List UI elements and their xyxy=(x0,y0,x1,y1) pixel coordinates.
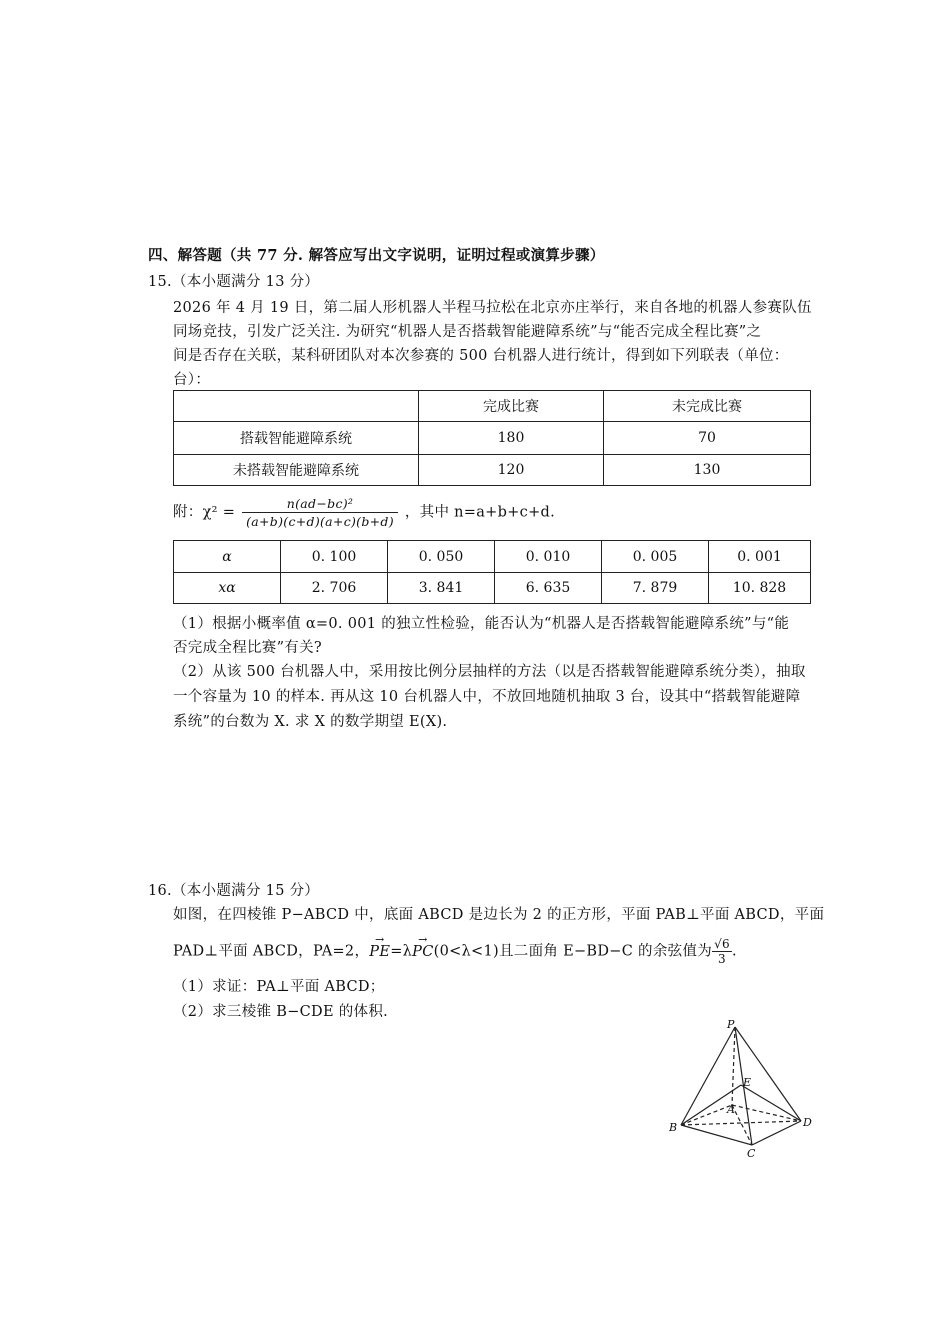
q16-line-1: 如图，在四棱锥 P−ABCD 中，底面 ABCD 是边长为 2 的正方形，平面 PAB⊥平面 ABCD，平面 xyxy=(173,907,825,923)
cosine-fraction xyxy=(712,937,732,966)
contingency-row xyxy=(174,422,811,455)
edge-ed xyxy=(741,1085,801,1121)
contingency-cell: 130 xyxy=(604,455,811,486)
contingency-row xyxy=(174,455,811,486)
q15-part-2-line-2: 一个容量为 10 的样本. 再从这 10 台机器人中，不放回地随机抽取 3 台，设其中“搭载智能避障 xyxy=(173,689,801,705)
contingency-cell: 120 xyxy=(419,455,604,486)
lambda-text: =λ xyxy=(390,943,413,960)
contingency-table xyxy=(173,390,811,486)
q16-line-2 xyxy=(173,937,737,966)
q15-number: 15.（本小题满分 13 分） xyxy=(148,274,320,290)
q16-line-2-end: . xyxy=(731,943,737,960)
formula-prefix: 附：χ² = xyxy=(173,504,236,521)
alpha-value: 0. 050 xyxy=(388,541,495,573)
alpha-value: 0. 001 xyxy=(709,541,811,573)
vertex-label-c: C xyxy=(747,1147,756,1160)
q16-number: 16.（本小题满分 15 分） xyxy=(148,883,320,899)
vertex-label-p: P xyxy=(727,1018,735,1031)
alpha-row xyxy=(174,541,811,573)
x-alpha-value: 3. 841 xyxy=(388,573,495,604)
vertex-label-e: E xyxy=(743,1076,752,1089)
formula-suffix: ，其中 n=a+b+c+d. xyxy=(404,504,556,521)
q16-line-2-start: PAD⊥平面 ABCD，PA=2， xyxy=(173,943,370,960)
q15-part-1-line-2: 否完成全程比赛”有关? xyxy=(173,640,322,656)
q15-part-2-line-3: 系统”的台数为 X. 求 X 的数学期望 E(X). xyxy=(173,714,448,730)
alpha-value: 0. 005 xyxy=(602,541,709,573)
x-alpha-value: 6. 635 xyxy=(495,573,602,604)
alpha-value: 0. 100 xyxy=(281,541,388,573)
contingency-cell: 180 xyxy=(419,422,604,455)
x-alpha-label: xα xyxy=(174,573,281,604)
q16-part-1: （1）求证：PA⊥平面 ABCD； xyxy=(173,979,385,995)
q15-part-1-line-1: （1）根据小概率值 α=0. 001 的独立性检验，能否认为“机器人是否搭载智能避障系统”与“能 xyxy=(173,616,790,632)
q15-intro-line-2: 同场竞技，引发广泛关注. 为研究“机器人是否搭载智能避障系统”与“能否完成全程比赛”之 xyxy=(173,324,762,340)
vertex-label-d: D xyxy=(803,1116,812,1129)
x-alpha-row xyxy=(174,573,811,604)
q15-intro-line-1: 2026 年 4 月 19 日，第二届人形机器人半程马拉松在北京亦庄举行，来自各地的机器人参赛队伍 xyxy=(173,300,812,316)
contingency-header-empty xyxy=(174,391,419,422)
pyramid-figure xyxy=(665,1015,825,1165)
q15-part-2-line-1: （2）从该 500 台机器人中，采用按比例分层抽样的方法（以是否搭载智能避障系统分类），抽取 xyxy=(173,664,806,680)
x-alpha-value: 7. 879 xyxy=(602,573,709,604)
edge-cd xyxy=(752,1121,801,1145)
formula-numerator: n(ad−bc)² xyxy=(242,496,398,513)
vertex-label-a: A xyxy=(727,1103,735,1116)
contingency-row-label: 未搭载智能避障系统 xyxy=(174,455,419,486)
edge-ad xyxy=(732,1105,801,1121)
contingency-row-label: 搭载智能避障系统 xyxy=(174,422,419,455)
x-alpha-value: 2. 706 xyxy=(281,573,388,604)
cosine-denominator: 3 xyxy=(718,952,726,966)
q16-line-2-mid: (0<λ<1)且二面角 E−BD−C 的余弦值为 xyxy=(433,943,713,960)
vector-pe: → PE xyxy=(369,944,390,960)
critical-value-table xyxy=(173,540,811,604)
edge-bd xyxy=(681,1121,801,1125)
alpha-label: α xyxy=(174,541,281,573)
x-alpha-value: 10. 828 xyxy=(709,573,811,604)
vertex-label-b: B xyxy=(669,1121,678,1134)
section-title: 四、解答题（共 77 分. 解答应写出文字说明，证明过程或演算步骤） xyxy=(148,247,605,264)
alpha-value: 0. 010 xyxy=(495,541,602,573)
contingency-header-row xyxy=(174,391,811,422)
contingency-header-complete: 完成比赛 xyxy=(419,391,604,422)
cosine-numerator: √6 xyxy=(714,937,730,951)
edge-pd xyxy=(735,1027,801,1121)
contingency-header-incomplete: 未完成比赛 xyxy=(604,391,811,422)
edge-pa xyxy=(732,1027,735,1105)
q15-intro-line-3: 间是否存在关联，某科研团队对本次参赛的 500 台机器人进行统计，得到如下列联表（单位： xyxy=(173,348,789,364)
contingency-cell: 70 xyxy=(604,422,811,455)
formula-denominator: (a+b)(c+d)(a+c)(b+d) xyxy=(246,514,394,529)
q16-part-2: （2）求三棱锥 B−CDE 的体积. xyxy=(173,1004,389,1020)
formula-fraction xyxy=(242,496,398,529)
vector-pc: → PC xyxy=(412,944,433,960)
q15-intro-line-4: 台）： xyxy=(173,372,211,388)
chi-square-formula xyxy=(173,496,555,529)
edge-bc xyxy=(681,1125,752,1145)
